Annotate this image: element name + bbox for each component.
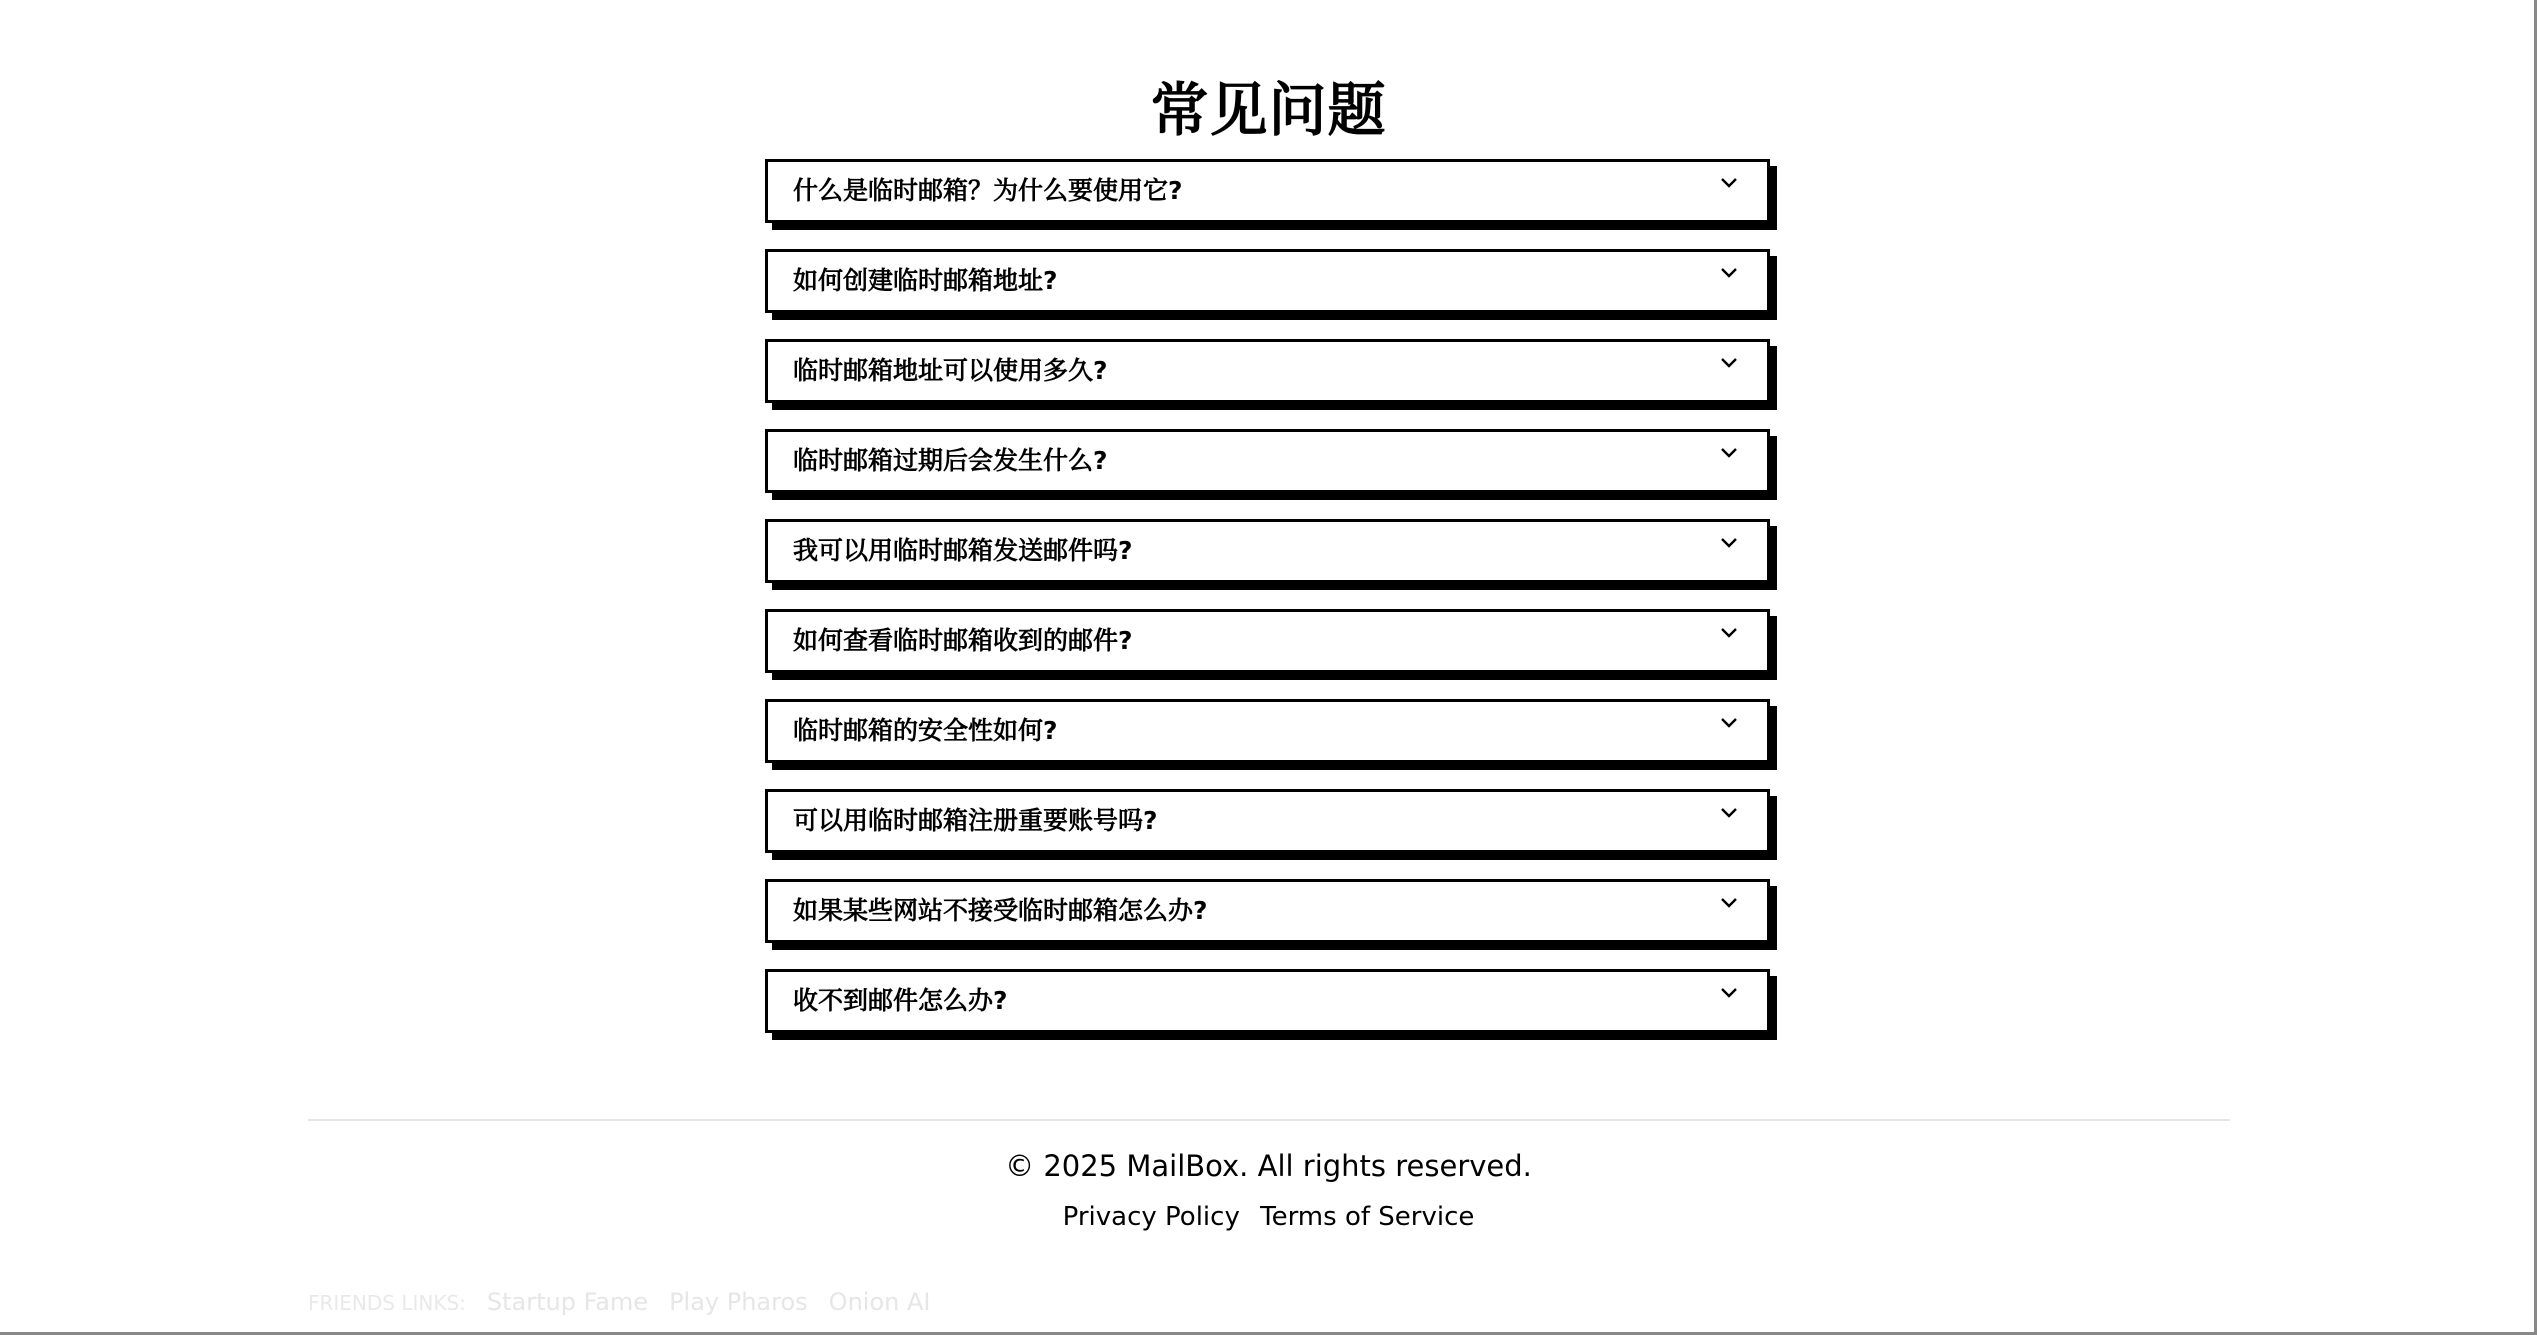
faq-question: 如果某些网站不接受临时邮箱怎么办?	[793, 896, 1208, 925]
privacy-policy-link[interactable]: Privacy Policy	[1062, 1202, 1240, 1232]
faq-item[interactable]	[765, 159, 1770, 223]
terms-of-service-link[interactable]: Terms of Service	[1260, 1202, 1475, 1232]
chevron-down-icon	[1719, 176, 1739, 190]
faq-item[interactable]	[765, 789, 1770, 853]
faq-question: 如何创建临时邮箱地址?	[793, 266, 1058, 295]
faq-question: 临时邮箱的安全性如何?	[793, 716, 1058, 745]
chevron-down-icon	[1719, 626, 1739, 640]
faq-item[interactable]	[765, 609, 1770, 673]
chevron-down-icon	[1719, 806, 1739, 820]
copyright-text: © 2025 MailBox. All rights reserved.	[1005, 1149, 1532, 1183]
faq-question: 如何查看临时邮箱收到的邮件?	[793, 626, 1133, 655]
faq-question: 我可以用临时邮箱发送邮件吗?	[793, 536, 1133, 565]
faq-item[interactable]	[765, 699, 1770, 763]
faq-list	[765, 159, 1770, 1059]
friend-link-startup-fame[interactable]: Startup Fame	[486, 1288, 649, 1316]
friend-link-onion-ai[interactable]: Onion AI	[828, 1288, 931, 1316]
faq-question: 临时邮箱地址可以使用多久?	[793, 356, 1108, 385]
faq-item[interactable]	[765, 969, 1770, 1033]
faq-item[interactable]	[765, 249, 1770, 313]
faq-question: 什么是临时邮箱？为什么要使用它?	[793, 176, 1183, 205]
chevron-down-icon	[1719, 896, 1739, 910]
chevron-down-icon	[1719, 266, 1739, 280]
faq-item[interactable]	[765, 339, 1770, 403]
faq-question: 临时邮箱过期后会发生什么?	[793, 446, 1108, 475]
footer-links	[0, 1198, 2537, 1236]
faq-question: 可以用临时邮箱注册重要账号吗?	[793, 806, 1158, 835]
faq-item[interactable]	[765, 879, 1770, 943]
faq-question: 收不到邮件怎么办?	[793, 986, 1008, 1015]
faq-title: 常见问题	[1150, 76, 1387, 144]
chevron-down-icon	[1719, 356, 1739, 370]
chevron-down-icon	[1719, 716, 1739, 730]
friends-links-label: FRIENDS LINKS:	[308, 1291, 466, 1315]
chevron-down-icon	[1719, 536, 1739, 550]
footer-divider	[308, 1119, 2230, 1121]
friends-links	[308, 1286, 944, 1320]
friend-link-play-pharos[interactable]: Play Pharos	[669, 1288, 808, 1316]
chevron-down-icon	[1719, 986, 1739, 1000]
faq-item[interactable]	[765, 519, 1770, 583]
chevron-down-icon	[1719, 446, 1739, 460]
faq-item[interactable]	[765, 429, 1770, 493]
